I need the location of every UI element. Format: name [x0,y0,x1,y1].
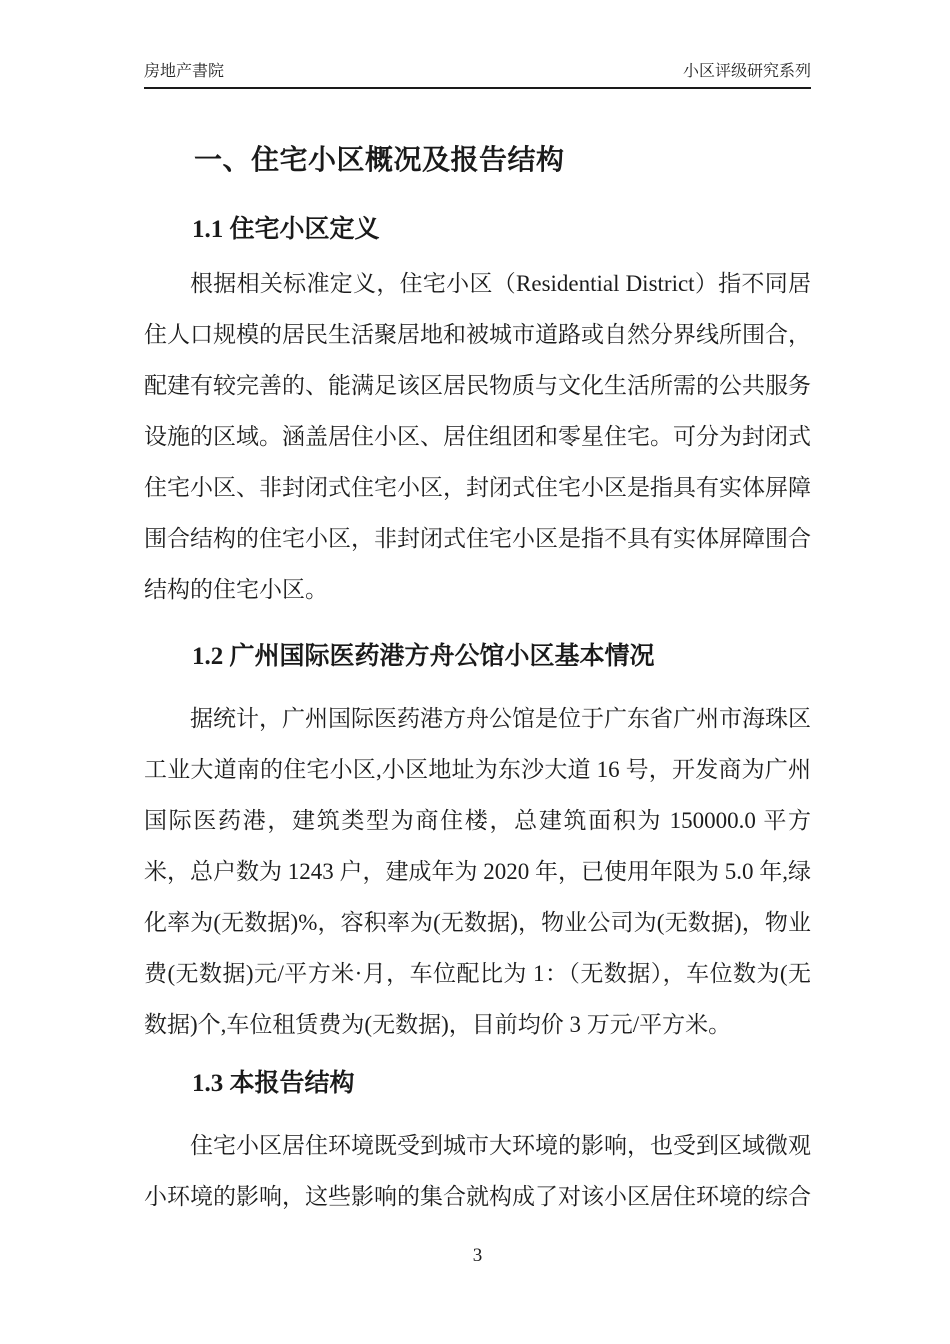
page-number: 3 [472,1245,483,1266]
running-header [144,0,811,82]
section-heading-1-3: 1.3 本报告结构 [192,1070,355,1097]
header-right-text: 小区评级研究系列 [682,63,811,80]
chapter-title: 一、住宅小区概况及报告结构 [194,145,565,176]
section-heading-1-2: 1.2 广州国际医药港方舟公馆小区基本情况 [192,643,655,670]
header-left-text: 房地产書院 [144,63,225,80]
section-paragraph-1-3: 住宅小区居住环境既受到城市大环境的影响，也受到区域微观小环境的影响，这些影响的集合就构成了对该小区居住环境的综合 [144,1133,811,1209]
content-column [144,0,811,1268]
section-heading-1-1: 1.1 住宅小区定义 [192,216,380,243]
header-rule [144,87,811,89]
section-paragraph-1-1: 根据相关标准定义，住宅小区（Residential District）指不同居住人口规模的居民生活聚居地和被城市道路或自然分界线所围合，配建有较完善的、能满足该区居民物质与文化生活所需的公共服务设施的区域。涵盖居住小区、居住组团和零星住宅。可分为封闭式住宅小区、非封闭式住宅小区，封闭式住宅小区是指具有实体屏障围合结构的住宅小区，非封闭式住宅小区是指不具有实体屏障围合结构的住宅小区。 [144,271,811,602]
section-paragraph-1-2: 据统计，广州国际医药港方舟公馆是位于广东省广州市海珠区工业大道南的住宅小区,小区地址为东沙大道 16 号，开发商为广州国际医药港，建筑类型为商住楼，总建筑面积为 150000.0 平方米，总户数为 1243 户，建成年为 2020 年，已使用年限为 5.0 年,绿化率为(无数据)%，容积率为(无数据)，物业公司为(无数据)，物业费(无数据)元/平方米·月，车位配比为 1：（无数据），车位数为(无数据)个,车位租赁费为(无数据)，目前均价 3 万元/平方米。 [144,706,811,1037]
